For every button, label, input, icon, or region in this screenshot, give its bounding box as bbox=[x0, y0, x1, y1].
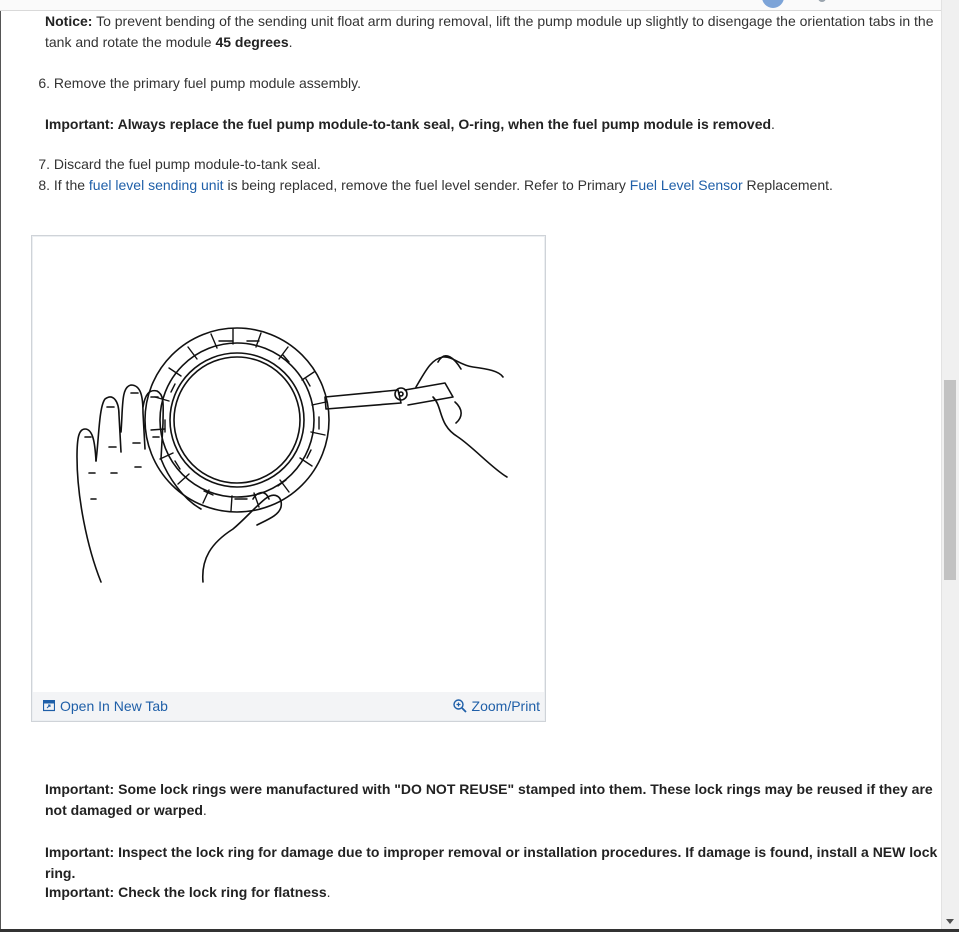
important-lock-ring-flatness: Important: Check the lock ring for flatness. bbox=[45, 884, 331, 900]
scroll-down-arrow-icon[interactable] bbox=[946, 919, 954, 924]
step-7: 7. Discard the fuel pump module-to-tank seal. bbox=[38, 156, 321, 172]
magnifier-zoom-icon bbox=[453, 699, 467, 713]
left-border bbox=[0, 0, 1, 932]
scrollbar-thumb[interactable] bbox=[944, 380, 956, 580]
important-seal-paragraph: Important: Always replace the fuel pump module-to-tank seal, O-ring, when the fuel pump module is removed. bbox=[45, 116, 775, 132]
top-toolbar-edge bbox=[0, 0, 942, 11]
notice-label: Notice: bbox=[45, 13, 93, 29]
fuel-pump-lock-ring-illustration[interactable] bbox=[33, 237, 544, 692]
important-lock-ring-reuse: Important: Some lock rings were manufactured with "DO NOT REUSE" stamped into them. These lock rings may be reused if they are not damaged or warped. bbox=[45, 781, 933, 818]
zoom-print-label: Zoom/Print bbox=[471, 698, 540, 714]
open-in-new-tab-link[interactable] bbox=[43, 698, 168, 714]
notice-paragraph: Notice: To prevent bending of the sending unit float arm during removal, lift the pump module up slightly to disengage the orientation tabs in the tank and rotate the module 45 degrees. bbox=[45, 13, 934, 50]
toolbar-dot-icon[interactable] bbox=[818, 0, 826, 2]
figure-footer bbox=[33, 692, 544, 720]
toolbar-circle-icon[interactable] bbox=[762, 0, 784, 8]
illustration-figure bbox=[31, 235, 546, 722]
open-new-tab-icon bbox=[43, 700, 55, 712]
fuel-level-sensor-link[interactable]: Fuel Level Sensor bbox=[629, 177, 743, 193]
open-in-new-tab-label: Open In New Tab bbox=[60, 698, 168, 714]
step-6: 6. Remove the primary fuel pump module assembly. bbox=[38, 75, 361, 91]
step-8: 8. If the fuel level sending unit is being replaced, remove the fuel level sender. Refer to Primary Fuel Level Sensor Replacement. bbox=[38, 177, 833, 193]
important-lock-ring-inspect: Important: Inspect the lock ring for damage due to improper removal or installation procedures. If damage is found, install a NEW lock ring. bbox=[45, 844, 938, 881]
vertical-scrollbar[interactable] bbox=[941, 0, 959, 932]
notice-degrees: 45 degrees bbox=[215, 34, 289, 50]
zoom-print-link[interactable] bbox=[453, 698, 540, 714]
fuel-level-sending-unit-link[interactable]: fuel level sending unit bbox=[88, 177, 224, 193]
